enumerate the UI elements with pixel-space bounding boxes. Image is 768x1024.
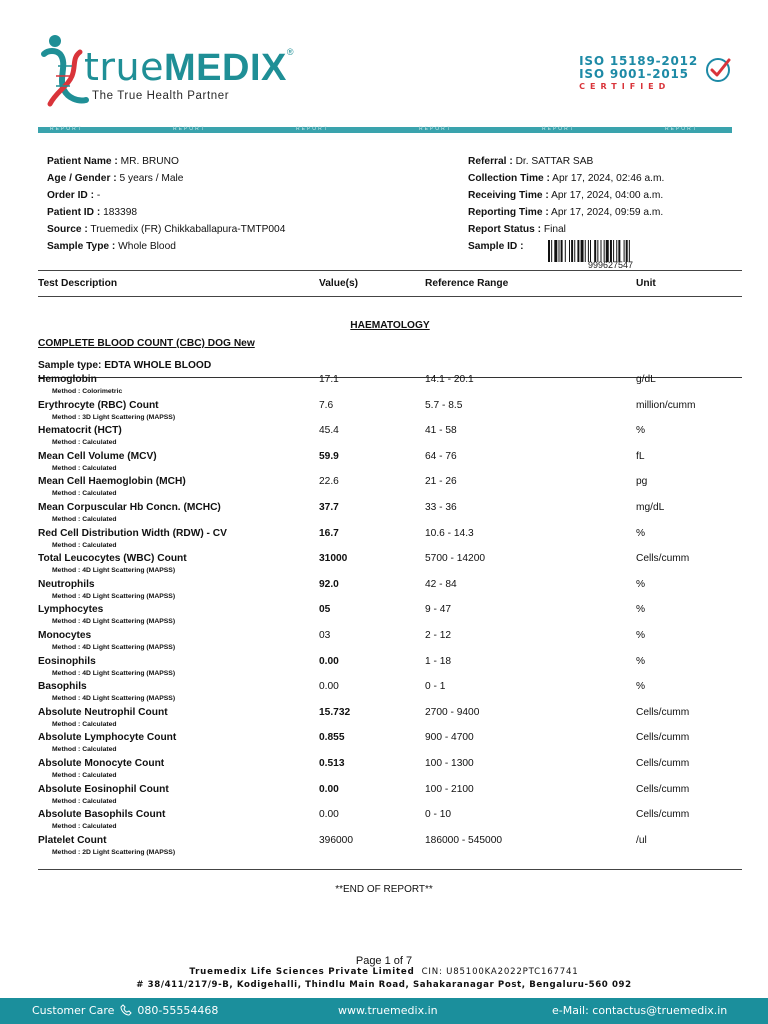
test-unit: mg/dL bbox=[636, 502, 665, 513]
customer-care: Customer Care 080-55554468 bbox=[32, 1004, 219, 1017]
table-row bbox=[38, 707, 738, 733]
company-line: Truemedix Life Sciences Private Limited CIN: U85100KA2022PTC167741 bbox=[189, 967, 579, 977]
test-value: 15.732 bbox=[319, 706, 351, 718]
test-name: Absolute Basophils Count bbox=[38, 809, 166, 821]
test-reference-range: 0 - 1 bbox=[425, 681, 446, 693]
test-reference-range: 1 - 18 bbox=[425, 655, 452, 667]
header-bottom-rule bbox=[38, 296, 742, 297]
table-row bbox=[38, 758, 738, 784]
test-reference-range: 900 - 4700 bbox=[425, 732, 474, 744]
test-unit: % bbox=[636, 604, 646, 616]
table-row bbox=[38, 656, 738, 682]
test-value: 31000 bbox=[319, 553, 348, 565]
test-value: 0.00 bbox=[319, 655, 339, 667]
patient-info-left bbox=[47, 153, 285, 255]
col-unit: Unit bbox=[636, 278, 656, 289]
test-reference-range: 41 - 58 bbox=[425, 425, 457, 437]
test-value: 37.7 bbox=[319, 502, 339, 513]
barcode-icon bbox=[548, 240, 680, 262]
email-link[interactable]: e-Mail: contactus@truemedix.in bbox=[552, 1004, 728, 1017]
test-unit: pg bbox=[636, 476, 648, 488]
footer-bar bbox=[0, 998, 768, 1024]
test-name: Absolute Lymphocyte Count bbox=[38, 732, 177, 744]
test-method: Method : Colorimetric bbox=[52, 388, 123, 395]
customer-care-phone[interactable]: 080-55554468 bbox=[137, 1004, 219, 1017]
test-name: Mean Cell Volume (MCV) bbox=[38, 450, 157, 462]
patient-name: MR. BRUNO bbox=[120, 156, 179, 167]
test-name: Platelet Count bbox=[38, 834, 107, 846]
test-method: Method : Calculated bbox=[52, 797, 117, 805]
test-reference-range: 21 - 26 bbox=[425, 476, 457, 488]
collection-time-row: Collection Time : Apr 17, 2024, 02:46 a.m. bbox=[468, 173, 665, 184]
table-row bbox=[38, 451, 738, 477]
sample-id-number: 999627547 bbox=[588, 260, 634, 270]
test-method: Method : 4D Light Scattering (MAPSS) bbox=[52, 695, 176, 703]
test-reference-range: 100 - 2100 bbox=[425, 783, 474, 795]
test-reference-range: 0 - 10 bbox=[425, 809, 452, 821]
col-test-description: Test Description bbox=[38, 278, 118, 289]
test-name: Absolute Eosinophil Count bbox=[38, 783, 169, 795]
table-row bbox=[38, 476, 738, 502]
test-name: Hematocrit (HCT) bbox=[38, 425, 122, 437]
test-reference-range: 10.6 - 14.3 bbox=[425, 527, 474, 539]
test-value: 05 bbox=[319, 604, 331, 616]
brand-wordmark: trueMEDIX® bbox=[84, 45, 294, 89]
reporting-time-row: Reporting Time : Apr 17, 2024, 09:59 a.m. bbox=[468, 207, 664, 218]
certified-label: CERTIFIED bbox=[579, 82, 671, 91]
col-values: Value(s) bbox=[319, 278, 359, 289]
test-name: Hemoglobin bbox=[38, 374, 97, 385]
test-reference-range: 186000 - 545000 bbox=[425, 834, 503, 846]
test-name: Erythrocyte (RBC) Count bbox=[38, 399, 159, 411]
table-row bbox=[38, 553, 738, 579]
sample-type-line: Sample type: EDTA WHOLE BLOOD bbox=[38, 360, 212, 371]
table-row bbox=[38, 835, 738, 861]
test-value: 45.4 bbox=[319, 425, 339, 437]
test-unit: /ul bbox=[636, 834, 647, 846]
test-name: Eosinophils bbox=[38, 655, 96, 667]
sample-type-row: Sample Type : Whole Blood bbox=[47, 241, 176, 252]
test-unit: % bbox=[636, 425, 646, 437]
test-value: 396000 bbox=[319, 834, 353, 846]
order-id-row: Order ID : - bbox=[47, 190, 101, 201]
iso-9001: ISO 9001-2015 bbox=[579, 67, 689, 81]
test-unit: Cells/cumm bbox=[636, 809, 690, 821]
test-method: Method : Calculated bbox=[52, 772, 117, 779]
iso-15189: ISO 15189-2012 bbox=[579, 54, 698, 68]
test-method: Method : 2D Light Scattering (MAPSS) bbox=[52, 848, 176, 856]
age-gender: 5 years / Male bbox=[119, 173, 184, 184]
source: Truemedix (FR) Chikkaballapura-TMTP004 bbox=[90, 224, 286, 235]
phone-icon bbox=[120, 1004, 132, 1016]
test-unit: Cells/cumm bbox=[636, 758, 690, 769]
patient-id: 183398 bbox=[103, 207, 138, 218]
test-value: 0.00 bbox=[319, 681, 339, 693]
test-method: Method : Calculated bbox=[52, 439, 117, 447]
table-row bbox=[38, 374, 738, 400]
table-row bbox=[38, 732, 738, 758]
patient-name-row: Patient Name : MR. BRUNO bbox=[47, 156, 179, 167]
test-unit: Cells/cumm bbox=[636, 706, 690, 718]
receiving-time-row: Receiving Time : Apr 17, 2024, 04:00 a.m. bbox=[468, 190, 664, 201]
test-unit: % bbox=[636, 527, 646, 539]
test-reference-range: 100 - 1300 bbox=[425, 758, 474, 769]
test-name: Red Cell Distribution Width (RDW) - CV bbox=[38, 527, 227, 539]
test-value: 0.513 bbox=[319, 758, 345, 769]
results-bottom-rule bbox=[38, 869, 742, 870]
table-row bbox=[38, 425, 738, 451]
test-name: Monocytes bbox=[38, 630, 92, 641]
end-of-report: **END OF REPORT** bbox=[335, 884, 433, 895]
brand-tagline: The True Health Partner bbox=[92, 90, 230, 102]
test-method: Method : 4D Light Scattering (MAPSS) bbox=[52, 618, 176, 626]
test-value: 0.855 bbox=[319, 732, 345, 744]
iso-certification bbox=[579, 55, 698, 91]
report-status-row: Report Status : Final bbox=[468, 224, 566, 235]
test-value: 7.6 bbox=[319, 399, 334, 411]
test-method: Method : Calculated bbox=[52, 823, 117, 831]
test-reference-range: 5700 - 14200 bbox=[425, 553, 486, 565]
table-row bbox=[38, 604, 738, 630]
test-method: Method : Calculated bbox=[52, 490, 117, 498]
test-name: Neutrophils bbox=[38, 578, 95, 590]
test-method: Method : Calculated bbox=[52, 516, 117, 523]
table-row bbox=[38, 528, 738, 554]
header-top-rule bbox=[38, 270, 742, 271]
patient-id-row: Patient ID : 183398 bbox=[47, 207, 138, 218]
test-method: Method : Calculated bbox=[52, 746, 117, 754]
test-name: Lymphocytes bbox=[38, 604, 104, 616]
age-gender-row: Age / Gender : 5 years / Male bbox=[47, 173, 184, 184]
sample-type: Whole Blood bbox=[118, 241, 176, 252]
test-reference-range: 2 - 12 bbox=[425, 630, 452, 641]
collection-time: Apr 17, 2024, 02:46 a.m. bbox=[552, 173, 665, 184]
test-unit: Cells/cumm bbox=[636, 553, 690, 565]
test-name: Basophils bbox=[38, 681, 87, 693]
test-value: 22.6 bbox=[319, 476, 339, 488]
test-unit: fL bbox=[636, 450, 645, 462]
test-value: 0.00 bbox=[319, 809, 339, 821]
report-band: REPORT REPORT REPORT REPORT REPORT REPORT bbox=[38, 127, 732, 133]
receiving-time: Apr 17, 2024, 04:00 a.m. bbox=[551, 190, 664, 201]
col-reference-range: Reference Range bbox=[425, 278, 509, 289]
order-id: - bbox=[96, 190, 101, 201]
test-name: Absolute Neutrophil Count bbox=[38, 706, 168, 718]
test-unit: million/cumm bbox=[636, 399, 696, 411]
table-row bbox=[38, 579, 738, 605]
test-name: Total Leucocytes (WBC) Count bbox=[38, 553, 187, 565]
test-reference-range: 9 - 47 bbox=[425, 604, 452, 616]
table-row bbox=[38, 630, 738, 656]
table-row bbox=[38, 502, 738, 528]
test-method: Method : 4D Light Scattering (MAPSS) bbox=[52, 669, 176, 677]
test-value: 0.00 bbox=[319, 783, 339, 795]
test-value: 03 bbox=[319, 630, 331, 641]
test-unit: % bbox=[636, 630, 646, 641]
referral-row: Referral : Dr. SATTAR SAB bbox=[468, 156, 594, 167]
table-row bbox=[38, 681, 738, 707]
test-unit: Cells/cumm bbox=[636, 732, 690, 744]
page-number: Page 1 of 7 bbox=[355, 955, 413, 967]
test-name: Mean Corpuscular Hb Concn. (MCHC) bbox=[38, 502, 221, 513]
test-reference-range: 5.7 - 8.5 bbox=[425, 399, 463, 411]
test-value: 92.0 bbox=[319, 578, 339, 590]
test-method: Method : 4D Light Scattering (MAPSS) bbox=[52, 567, 176, 575]
test-method: Method : 4D Light Scattering (MAPSS) bbox=[52, 644, 176, 651]
test-reference-range: 64 - 76 bbox=[425, 450, 457, 462]
test-unit: % bbox=[636, 655, 646, 667]
test-reference-range: 2700 - 9400 bbox=[425, 706, 480, 718]
test-unit: Cells/cumm bbox=[636, 783, 690, 795]
table-row bbox=[38, 784, 738, 810]
test-reference-range: 42 - 84 bbox=[425, 578, 457, 590]
website-link[interactable]: www.truemedix.in bbox=[338, 1004, 438, 1017]
test-unit: g/dL bbox=[636, 374, 656, 385]
table-row bbox=[38, 809, 738, 835]
reporting-time: Apr 17, 2024, 09:59 a.m. bbox=[551, 207, 664, 218]
test-name: Mean Cell Haemoglobin (MCH) bbox=[38, 476, 186, 488]
test-method: Method : Calculated bbox=[52, 541, 117, 549]
test-method: Method : 4D Light Scattering (MAPSS) bbox=[52, 592, 176, 600]
test-value: 16.7 bbox=[319, 527, 339, 539]
sample-id-row: Sample ID : bbox=[468, 241, 524, 252]
test-method: Method : Calculated bbox=[52, 464, 117, 472]
report-status: Final bbox=[543, 224, 566, 235]
test-value: 59.9 bbox=[319, 450, 339, 462]
panel-heading: COMPLETE BLOOD COUNT (CBC) DOG New bbox=[38, 338, 255, 349]
test-reference-range: 14.1 - 20.1 bbox=[425, 374, 474, 385]
department-heading: HAEMATOLOGY bbox=[350, 320, 430, 331]
test-method: Method : 3D Light Scattering (MAPSS) bbox=[52, 413, 176, 421]
test-unit: % bbox=[636, 681, 646, 693]
test-method: Method : Calculated bbox=[52, 720, 117, 728]
table-row bbox=[38, 400, 738, 426]
test-reference-range: 33 - 36 bbox=[425, 502, 457, 513]
test-value: 17.1 bbox=[319, 374, 339, 385]
certified-check-icon bbox=[704, 56, 732, 84]
source-row: Source : Truemedix (FR) Chikkaballapura-TMTP004 bbox=[47, 224, 286, 235]
test-unit: % bbox=[636, 578, 646, 590]
referral: Dr. SATTAR SAB bbox=[515, 156, 594, 167]
company-address: # 38/411/217/9-B, Kodigehalli, Thindlu Main Road, Sahakaranagar Post, Bengaluru-560 092 bbox=[136, 980, 632, 990]
test-name: Absolute Monocyte Count bbox=[38, 758, 165, 769]
